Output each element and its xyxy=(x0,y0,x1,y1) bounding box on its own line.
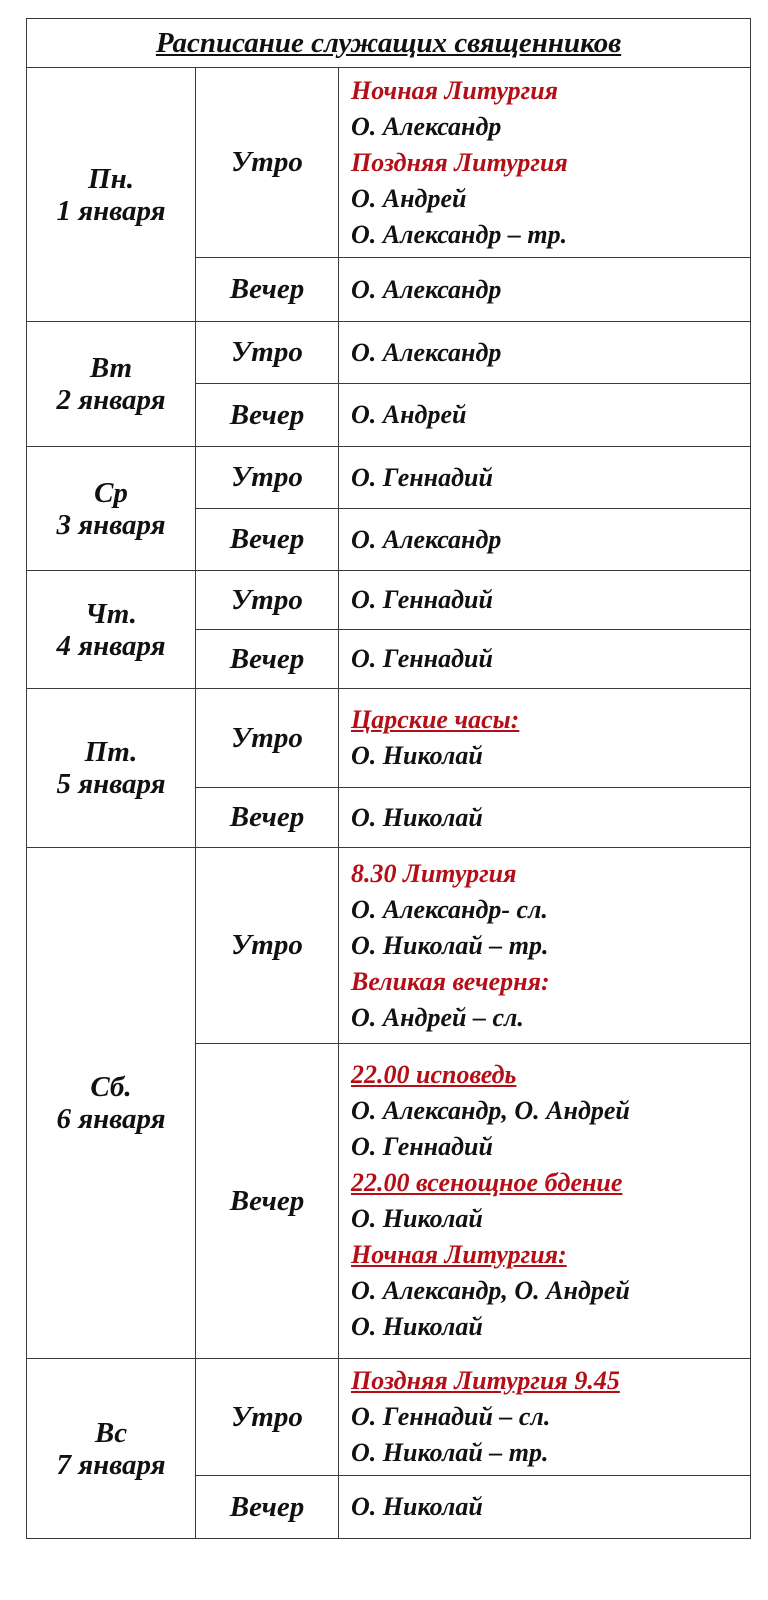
priest-line: О. Александр- сл. xyxy=(351,894,548,924)
schedule-row xyxy=(27,447,751,509)
service-cell xyxy=(339,322,751,384)
schedule-row xyxy=(27,1359,751,1476)
priest-line: О. Александр, О. Андрей xyxy=(351,1276,630,1305)
day-cell xyxy=(27,322,196,447)
service-heading: 22.00 исповедь xyxy=(351,1060,517,1089)
day-cell xyxy=(27,1359,196,1539)
service-heading: Поздняя Литургия xyxy=(351,147,568,177)
period-label: Вечер xyxy=(196,1044,339,1359)
day-date: 7 января xyxy=(56,1448,166,1481)
service-cell xyxy=(339,848,751,1044)
day-weekday: Вс xyxy=(94,1416,128,1449)
priest-line: О. Николай xyxy=(351,741,483,770)
priest-line: О. Николай xyxy=(351,1204,483,1233)
schedule-table xyxy=(26,18,751,1539)
day-date: 1 января xyxy=(56,194,166,227)
priest-line: О. Николай xyxy=(351,1492,483,1521)
service-cell xyxy=(339,571,751,630)
service-cell xyxy=(339,1359,751,1476)
day-weekday: Пн. xyxy=(88,162,134,195)
service-heading: Ночная Литургия xyxy=(351,75,559,105)
priest-line: О. Геннадий xyxy=(351,644,493,673)
priest-line: О. Александр xyxy=(351,274,502,304)
priest-line: О. Николай xyxy=(351,802,483,832)
priest-line: О. Андрей xyxy=(351,183,467,213)
priest-line: О. Александр xyxy=(351,524,502,554)
priest-line: О. Николай xyxy=(351,1312,483,1341)
day-cell xyxy=(27,447,196,571)
day-weekday: Пт. xyxy=(84,736,138,768)
schedule-row xyxy=(27,848,751,1044)
service-cell xyxy=(339,68,751,258)
priest-line: О. Геннадий xyxy=(351,1132,493,1161)
period-label: Утро xyxy=(196,447,339,509)
day-date: 6 января xyxy=(56,1103,166,1135)
day-date: 5 января xyxy=(56,768,166,800)
service-heading: Царские часы: xyxy=(351,705,520,734)
service-heading: Поздняя Литургия 9.45 xyxy=(351,1366,620,1395)
priest-line: О. Геннадий xyxy=(351,462,493,492)
day-date: 3 января xyxy=(56,508,166,541)
period-label: Вечер xyxy=(196,509,339,571)
service-cell xyxy=(339,1044,751,1359)
schedule-row xyxy=(27,322,751,384)
period-label: Утро xyxy=(196,571,339,630)
schedule-row xyxy=(27,571,751,630)
priest-line: О. Николай – тр. xyxy=(351,1438,549,1467)
day-weekday: Чт. xyxy=(85,597,137,630)
service-cell xyxy=(339,630,751,689)
priest-line: О. Андрей – сл. xyxy=(351,1002,524,1032)
day-date: 4 января xyxy=(56,629,166,662)
day-cell xyxy=(27,848,196,1359)
period-label: Вечер xyxy=(196,258,339,322)
period-label: Вечер xyxy=(196,1476,339,1539)
period-label: Утро xyxy=(196,68,339,258)
priest-line: О. Геннадий xyxy=(351,585,493,614)
service-heading: Великая вечерня: xyxy=(351,966,550,996)
priest-line: О. Андрей xyxy=(351,400,467,429)
day-date: 2 января xyxy=(56,384,166,416)
title-row xyxy=(27,19,751,68)
priest-line: О. Александр – тр. xyxy=(351,219,568,249)
service-cell xyxy=(339,788,751,848)
service-heading: 8.30 Литургия xyxy=(351,858,517,888)
service-cell xyxy=(339,509,751,571)
priest-line: О. Александр xyxy=(351,111,502,141)
period-label: Утро xyxy=(196,1359,339,1476)
service-cell xyxy=(339,1476,751,1539)
service-cell xyxy=(339,447,751,509)
schedule-row xyxy=(27,689,751,788)
page-title: Расписание служащих священников xyxy=(27,19,751,68)
priest-line: О. Геннадий – сл. xyxy=(351,1402,551,1431)
day-weekday: Сб. xyxy=(90,1071,132,1103)
service-cell xyxy=(339,258,751,322)
service-cell xyxy=(339,384,751,447)
day-cell xyxy=(27,689,196,848)
service-heading: Ночная Литургия: xyxy=(351,1240,567,1269)
schedule-row xyxy=(27,68,751,258)
day-cell xyxy=(27,571,196,689)
day-weekday: Вт xyxy=(89,352,133,384)
day-weekday: Ср xyxy=(94,476,128,509)
priest-line: О. Николай – тр. xyxy=(351,930,549,960)
priest-line: О. Александр, О. Андрей xyxy=(351,1096,630,1125)
period-label: Вечер xyxy=(196,384,339,447)
period-label: Вечер xyxy=(196,788,339,848)
period-label: Вечер xyxy=(196,630,339,689)
priest-line: О. Александр xyxy=(351,337,502,367)
day-cell xyxy=(27,68,196,322)
period-label: Утро xyxy=(196,322,339,384)
service-heading: 22.00 всенощное бдение xyxy=(351,1168,623,1197)
period-label: Утро xyxy=(196,848,339,1044)
schedule-body xyxy=(27,19,751,1539)
service-cell xyxy=(339,689,751,788)
period-label: Утро xyxy=(196,689,339,788)
